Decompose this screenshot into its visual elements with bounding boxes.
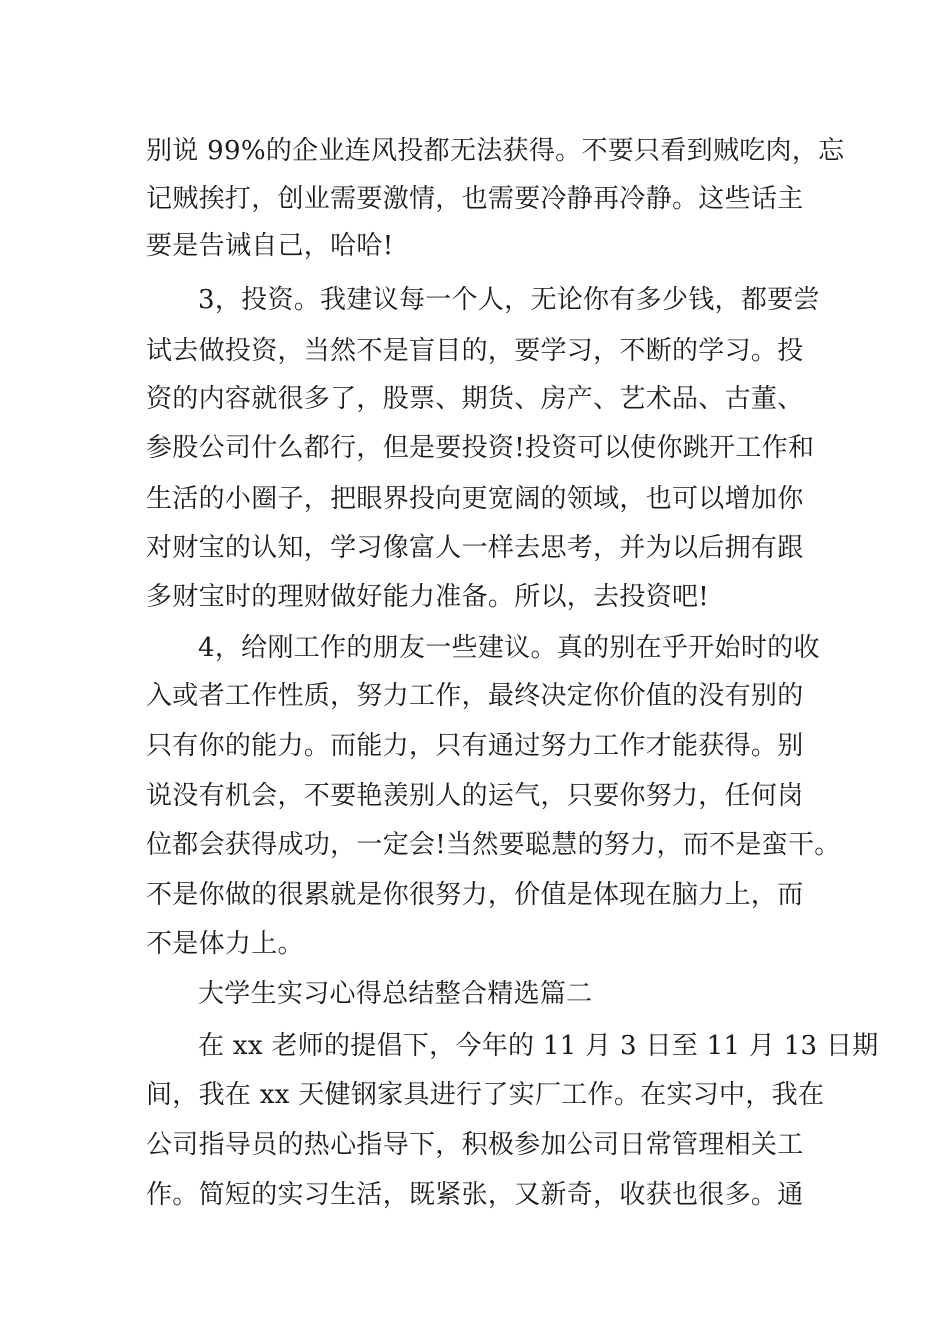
text-line: 只有你的能力。而能力，只有通过努力工作才能获得。别 [146, 731, 804, 761]
text-line: 资的内容就很多了，股票、期货、房产、艺术品、古董、 [146, 384, 804, 414]
text-line: 间，我在 xx 天健钢家具进行了实厂工作。在实习中，我在 [146, 1080, 825, 1110]
text-line: 作。简短的实习生活，既紧张，又新奇，收获也很多。通 [146, 1180, 804, 1210]
text-line: 记贼挨打，创业需要激情，也需要冷静再冷静。这些话主 [146, 184, 804, 214]
text-line: 对财宝的认知，学习像富人一样去思考，并为以后拥有跟 [146, 533, 804, 563]
text-line: 在 xx 老师的提倡下，今年的 11 月 3 日至 11 月 13 日期 [198, 1031, 879, 1061]
text-line: 要是告诫自己，哈哈! [146, 231, 394, 261]
text-line: 不是你做的很累就是你很努力，价值是体现在脑力上，而 [146, 880, 804, 910]
text-line: 多财宝时的理财做好能力准备。所以，去投资吧! [146, 582, 710, 612]
text-line: 3，投资。我建议每一个人，无论你有多少钱，都要尝 [198, 285, 820, 315]
text-line: 位都会获得成功，一定会!当然要聪慧的努力，而不是蛮干。 [146, 830, 841, 860]
text-line: 不是体力上。 [146, 929, 304, 959]
text-line: 生活的小圈子，把眼界投向更宽阔的领域，也可以增加你 [146, 484, 804, 514]
text-line: 入或者工作性质，努力工作，最终决定你价值的没有别的 [146, 681, 804, 711]
text-line: 4，给刚工作的朋友一些建议。真的别在乎开始时的收 [198, 633, 820, 663]
section-heading: 大学生实习心得总结整合精选篇二 [198, 979, 593, 1009]
text-line: 试去做投资，当然不是盲目的，要学习，不断的学习。投 [146, 336, 804, 366]
text-line: 别说 99%的企业连风投都无法获得。不要只看到贼吃肉，忘 [146, 136, 845, 166]
text-line: 说没有机会，不要艳羡别人的运气，只要你努力，任何岗 [146, 781, 804, 811]
text-line: 公司指导员的热心指导下，积极参加公司日常管理相关工 [146, 1130, 804, 1160]
text-line: 参股公司什么都行，但是要投资!投资可以使你跳开工作和 [146, 433, 815, 463]
